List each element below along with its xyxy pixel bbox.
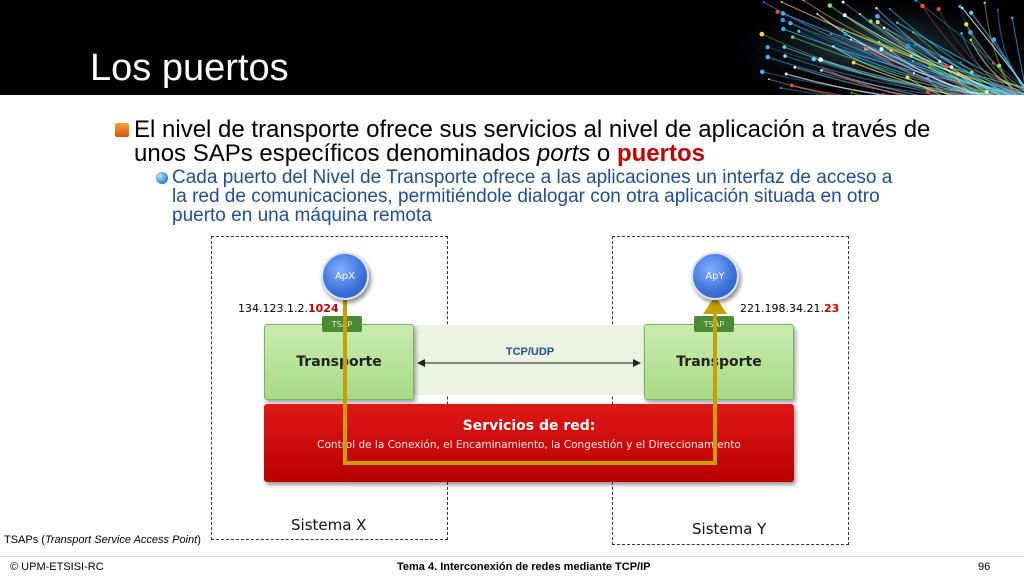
network-services-subtitle: Control de la Conexión, el Encaminamiento, la Congestión y el Direccionamiento: [317, 439, 741, 451]
bullet-main-text: El nivel de transporte ofrece sus servicios al nivel de aplicación a través de unos SAPs específicos denominados: [134, 116, 931, 167]
system-y-label: Sistema Y: [692, 520, 767, 538]
slide-title: Los puertos: [90, 47, 289, 89]
address-right: [740, 302, 839, 315]
transport-label-left: Transporte: [296, 354, 382, 370]
address-right-port: 23: [823, 302, 840, 315]
address-left: [238, 302, 339, 315]
bullet-main-ports: ports: [536, 140, 591, 167]
network-services-title: Servicios de red:: [462, 418, 596, 434]
footnote-close: ): [197, 534, 201, 546]
footnote-label: TSAPs (: [4, 534, 45, 546]
footer-topic: Tema 4. Interconexión de redes mediante TCP/IP: [397, 561, 651, 573]
app-y-node: [691, 252, 739, 300]
protocol-label: TCP/UDP: [505, 346, 555, 358]
system-x-label: Sistema X: [291, 516, 367, 534]
footnote-italic: Transport Service Access Point: [44, 534, 198, 546]
tsap-label-left: TSAP: [322, 316, 362, 332]
address-left-ip: 134.123.1.2.: [238, 302, 308, 315]
bullet-main-puertos: puertos: [616, 140, 705, 167]
footer-copyright: © UPM-ETSISI-RC: [10, 561, 104, 573]
footer-page-number: 96: [978, 561, 991, 573]
app-y-label: ApY: [705, 270, 725, 282]
communication-path: [345, 292, 715, 463]
tsap-label-right: TSAP: [694, 316, 734, 332]
address-left-port: 1024: [307, 302, 339, 315]
bullet-main-o: o: [590, 140, 617, 167]
transport-label-right: Transporte: [676, 354, 762, 370]
tsap-footnote: [4, 534, 201, 546]
address-right-ip: 221.198.34.21.: [740, 302, 824, 315]
bullet-sub-text: Cada puerto del Nivel de Transporte ofrece a las aplicaciones un interfaz de acceso a la red de comunicaciones, permitiéndole dialogar con otra aplicación situada en otro puerto en una máquina remota: [172, 167, 893, 226]
app-x-label: ApX: [334, 270, 356, 282]
app-x-node: [321, 252, 369, 300]
